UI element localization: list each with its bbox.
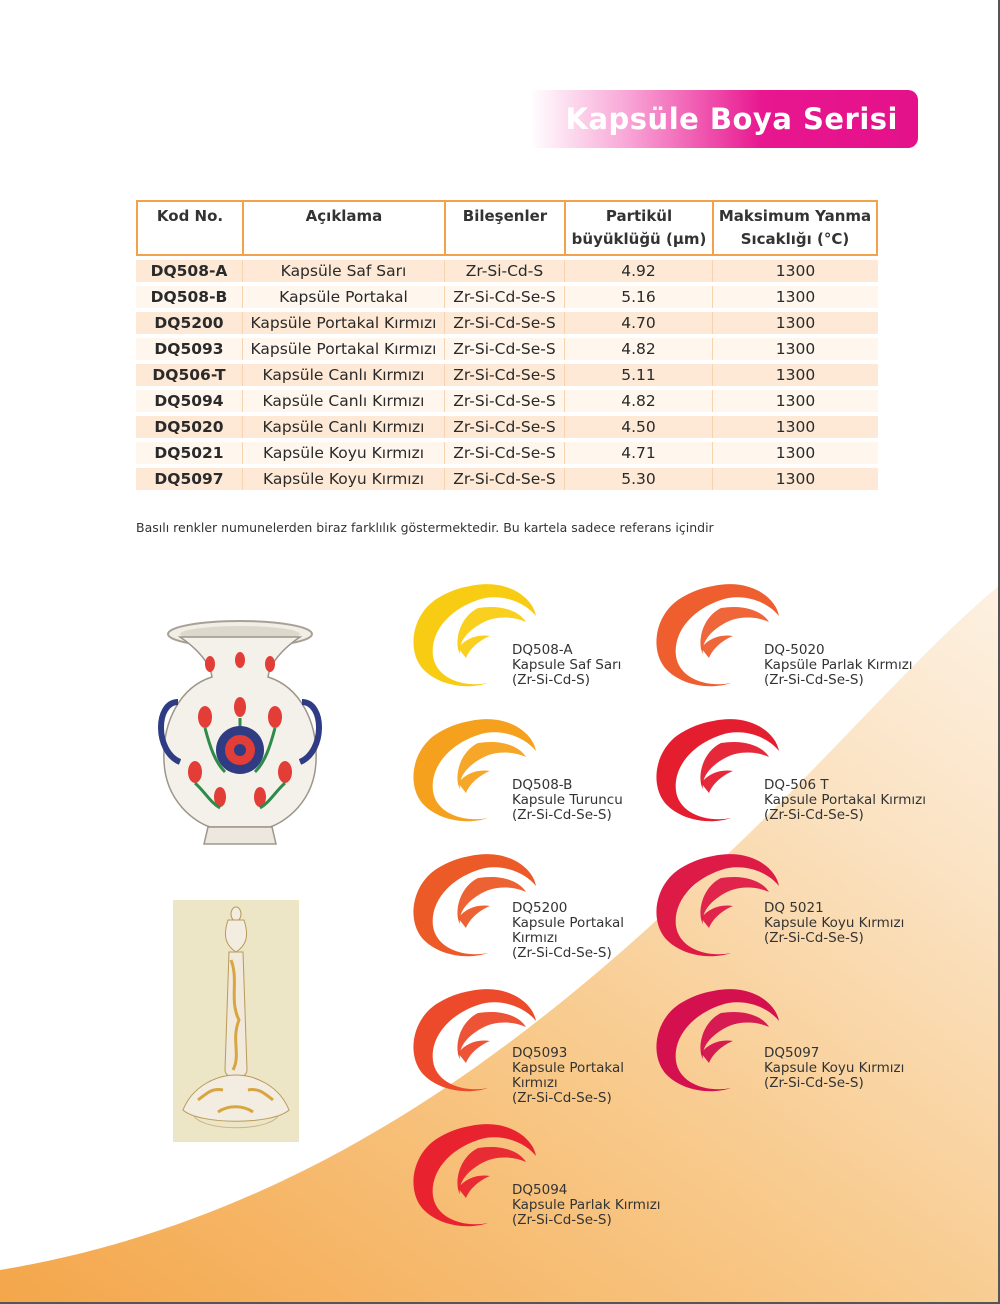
swatch-label-line: (Zr-Si-Cd-Se-S): [764, 672, 864, 688]
color-swatch-icon: [651, 983, 781, 1093]
cell-description: Kapsüle Koyu Kırmızı: [243, 442, 445, 464]
title-banner: [530, 90, 918, 148]
swatch-label-line: (Zr-Si-Cd-Se-S): [764, 807, 864, 823]
disclaimer-note: Basılı renkler numunelerden biraz farklılık göstermektedir. Bu kartela sadece referans içindir: [136, 520, 714, 535]
cell-max-temp: 1300: [713, 416, 878, 438]
cell-description: Kapsüle Portakal Kırmızı: [243, 338, 445, 360]
swatch-swirl-part: [656, 989, 779, 1091]
cell-description: Kapsüle Canlı Kırmızı: [243, 390, 445, 412]
cell-max-temp: 1300: [713, 390, 878, 412]
spec-table: [136, 196, 878, 494]
swatch-label-line: DQ5097: [764, 1045, 820, 1061]
swatch-label-line: Kırmızı: [512, 1075, 558, 1091]
swatch-label-line: DQ508-B: [512, 777, 573, 793]
cell-components: Zr-Si-Cd-Se-S: [445, 338, 565, 360]
swatch-swirl-part: [656, 854, 779, 956]
table-header-row: [136, 200, 878, 256]
cell-particle-size: 4.50: [565, 416, 713, 438]
table-row: [136, 390, 878, 412]
swatch-label-line: Kapsule Koyu Kırmızı: [764, 915, 905, 931]
cell-components: Zr-Si-Cd-Se-S: [445, 416, 565, 438]
vase-photo: [150, 612, 330, 852]
swatch-label: [764, 778, 926, 823]
cell-description: Kapsüle Portakal: [243, 286, 445, 308]
swatch-label: [512, 778, 623, 823]
swatch-label-line: DQ-506 T: [764, 777, 829, 793]
table-row: [136, 364, 878, 386]
page-title: Kapsüle Boya Serisi: [565, 102, 898, 136]
col-header-max-temp: Maksimum Yanma Sıcaklığı (°C): [713, 200, 878, 256]
cell-components: Zr-Si-Cd-Se-S: [445, 390, 565, 412]
cell-particle-size: 4.82: [565, 390, 713, 412]
cell-max-temp: 1300: [713, 468, 878, 490]
cell-code: DQ508-B: [136, 286, 243, 308]
cell-components: Zr-Si-Cd-S: [445, 260, 565, 282]
swatch-label-line: DQ5093: [512, 1045, 568, 1061]
swatch-label-line: Kapsule Koyu Kırmızı: [764, 1060, 905, 1076]
col-header-code: Kod No.: [136, 200, 243, 256]
swatch-label-line: Kapsule Turuncu: [512, 792, 623, 808]
swatch-label-line: Kırmızı: [512, 930, 558, 946]
swatch-label: [764, 643, 913, 688]
swatch-label-line: (Zr-Si-Cd-Se-S): [512, 1212, 612, 1228]
cell-particle-size: 5.16: [565, 286, 713, 308]
cell-max-temp: 1300: [713, 286, 878, 308]
swatch-label-line: (Zr-Si-Cd-Se-S): [512, 945, 612, 961]
cell-components: Zr-Si-Cd-Se-S: [445, 312, 565, 334]
cell-max-temp: 1300: [713, 312, 878, 334]
cell-max-temp: 1300: [713, 364, 878, 386]
swatch-label-line: DQ5200: [512, 900, 568, 916]
cell-code: DQ5094: [136, 390, 243, 412]
cell-components: Zr-Si-Cd-Se-S: [445, 364, 565, 386]
cell-code: DQ5097: [136, 468, 243, 490]
swatch-label-line: (Zr-Si-Cd-Se-S): [764, 1075, 864, 1091]
cell-description: Kapsüle Portakal Kırmızı: [243, 312, 445, 334]
swatch-label: [764, 901, 904, 946]
swatch-label-line: (Zr-Si-Cd-Se-S): [764, 930, 864, 946]
table-row: [136, 442, 878, 464]
col-header-particle-size: Partikül büyüklüğü (µm): [565, 200, 713, 256]
cell-code: DQ5200: [136, 312, 243, 334]
swatch-label-line: Kapsule Portakal: [512, 1060, 625, 1076]
swatch-label-line: DQ508-A: [512, 642, 573, 658]
table-row: [136, 416, 878, 438]
cell-particle-size: 4.82: [565, 338, 713, 360]
color-swatch-icon: [651, 578, 781, 688]
cell-description: Kapsüle Canlı Kırmızı: [243, 416, 445, 438]
swatch-label: [512, 1183, 661, 1228]
cell-max-temp: 1300: [713, 442, 878, 464]
cell-code: DQ5093: [136, 338, 243, 360]
color-swatch-icon: [651, 713, 781, 823]
table-row: [136, 468, 878, 490]
swatch-label-line: Kapsüle Parlak Kırmızı: [764, 657, 913, 673]
swatch-label-line: Kapsule Portakal: [512, 915, 625, 931]
swatch-label-line: DQ 5021: [764, 900, 824, 916]
cell-code: DQ508-A: [136, 260, 243, 282]
swatch-label-line: DQ-5020: [764, 642, 825, 658]
cell-particle-size: 4.70: [565, 312, 713, 334]
cell-components: Zr-Si-Cd-Se-S: [445, 286, 565, 308]
cell-particle-size: 4.92: [565, 260, 713, 282]
color-swatch-icon: [651, 848, 781, 958]
cell-max-temp: 1300: [713, 338, 878, 360]
swatch-label-line: (Zr-Si-Cd-Se-S): [512, 1090, 612, 1106]
col-header-description: Açıklama: [243, 200, 445, 256]
table-row: [136, 312, 878, 334]
cell-components: Zr-Si-Cd-Se-S: [445, 442, 565, 464]
swatch-label-line: Kapsule Saf Sarı: [512, 657, 622, 673]
swatch-swirl-part: [656, 719, 779, 821]
swatch-label: [764, 1046, 904, 1091]
swatch-label-line: Kapsule Parlak Kırmızı: [512, 1197, 661, 1213]
cell-description: Kapsüle Koyu Kırmızı: [243, 468, 445, 490]
table-row: [136, 338, 878, 360]
swatch-label-line: DQ5094: [512, 1182, 568, 1198]
cell-description: Kapsüle Canlı Kırmızı: [243, 364, 445, 386]
swatch-swirl-part: [656, 584, 779, 686]
swatch-label: [512, 901, 624, 961]
swatch-label-line: (Zr-Si-Cd-Se-S): [512, 807, 612, 823]
swatch-label: [512, 643, 621, 688]
table-row: [136, 260, 878, 282]
decanter-photo: [173, 900, 299, 1142]
table-row: [136, 286, 878, 308]
cell-components: Zr-Si-Cd-Se-S: [445, 468, 565, 490]
swatch-label-line: Kapsule Portakal Kırmızı: [764, 792, 926, 808]
swatch-label: [512, 1046, 624, 1106]
col-header-components: Bileşenler: [445, 200, 565, 256]
cell-particle-size: 5.11: [565, 364, 713, 386]
cell-particle-size: 4.71: [565, 442, 713, 464]
cell-description: Kapsüle Saf Sarı: [243, 260, 445, 282]
cell-code: DQ5021: [136, 442, 243, 464]
cell-code: DQ506-T: [136, 364, 243, 386]
cell-max-temp: 1300: [713, 260, 878, 282]
cell-particle-size: 5.30: [565, 468, 713, 490]
cell-code: DQ5020: [136, 416, 243, 438]
swatch-label-line: (Zr-Si-Cd-S): [512, 672, 590, 688]
